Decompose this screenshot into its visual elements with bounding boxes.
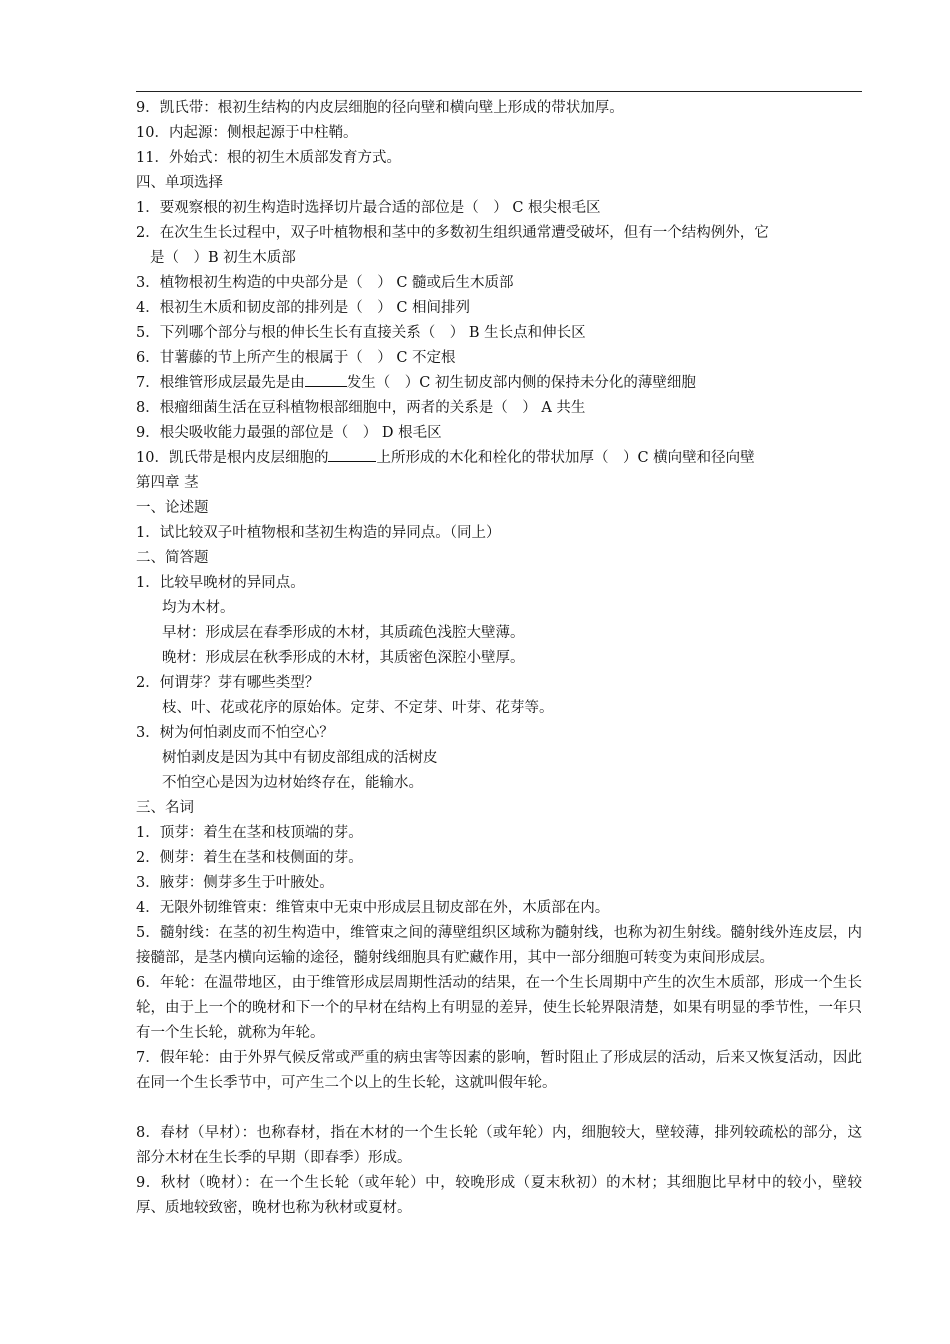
term-definition: 2．侧芽：着生在茎和枝侧面的芽。: [136, 850, 363, 866]
term-definition: 4．无限外韧维管束：维管束中无束中形成层且韧皮部在外，木质部在内。: [136, 900, 610, 916]
question-line: 1．试比较双子叶植物根和茎初生构造的异同点。（同上）: [136, 525, 501, 541]
section-heading-terms: 三、名词: [136, 800, 194, 816]
definition-casparian-strip: 9．凯氏带：根初生结构的内皮层细胞的径向壁和横向壁上形成的带状加厚。: [136, 100, 624, 116]
term-definition: 3．腋芽：侧芽多生于叶腋处。: [136, 875, 334, 891]
question-line: 6．甘薯藤的节上所产生的根属于（ ） C 不定根: [136, 350, 456, 366]
definition-endogenous-origin: 10．内起源：侧根起源于中柱鞘。: [136, 125, 358, 141]
term-definition: 1．顶芽：着生在茎和枝顶端的芽。: [136, 825, 363, 841]
answer-line: 均为木材。: [162, 600, 235, 616]
question-text: 上所形成的木化和栓化的带状加厚（ ）C 横向壁和径向壁: [376, 450, 755, 466]
section-heading-single-choice: 四、单项选择: [136, 175, 223, 191]
fill-blank: [305, 374, 347, 387]
question-line: 8．根瘤细菌生活在豆科植物根部细胞中，两者的关系是（ ） A 共生: [136, 400, 586, 416]
question-line: 3．植物根初生构造的中央部分是（ ） C 髓或后生木质部: [136, 275, 514, 291]
answer-line: 不怕空心是因为边材始终存在，能输水。: [162, 775, 423, 791]
question-text: 10．凯氏带是根内皮层细胞的: [136, 450, 329, 466]
term-definition-paragraph: 7．假年轮：由于外界气候反常或严重的病虫害等因素的影响，暂时阻止了形成层的活动，后来又恢复活动，因此在同一个生长季节中，可产生二个以上的生长轮，这就叫假年轮。: [136, 1050, 862, 1091]
answer-line: 早材：形成层在春季形成的木材，其质疏色浅腔大壁薄。: [162, 625, 525, 641]
question-line: 2．在次生生长过程中，双子叶植物根和茎中的多数初生组织通常遭受破坏，但有一个结构例外，它: [136, 225, 769, 241]
document-page: [136, 96, 862, 1221]
answer-line: 晚材：形成层在秋季形成的木材，其质密色深腔小壁厚。: [162, 650, 525, 666]
question-line: [136, 446, 862, 471]
answer-line: 树怕剥皮是因为其中有韧皮部组成的活树皮: [162, 750, 438, 766]
term-definition-paragraph: 5．髓射线：在茎的初生构造中，维管束之间的薄壁组织区域称为髓射线，也称为初生射线。髓射线外连皮层，内接髓部，是茎内横向运输的途径，髓射线细胞具有贮藏作用，其中一部分细胞可转变为束间形成层。: [136, 925, 862, 966]
question-line: 3．树为何怕剥皮而不怕空心？: [136, 725, 334, 741]
question-line-continuation: 是（ ）B 初生木质部: [150, 250, 296, 266]
fill-blank: [328, 449, 376, 462]
question-line: 2．何谓芽？芽有哪些类型？: [136, 675, 320, 691]
question-line: 1．比较早晚材的异同点。: [136, 575, 305, 591]
term-definition-paragraph: 8．春材（早材）：也称春材，指在木材的一个生长轮（或年轮）内，细胞较大，壁较薄，排列较疏松的部分，这部分木材在生长季的早期（即春季）形成。: [136, 1125, 862, 1166]
term-definition-paragraph: 9．秋材（晚材）：在一个生长轮（或年轮）中，较晚形成（夏末秋初）的木材；其细胞比早材中的较小，壁较厚、质地较致密，晚材也称为秋材或夏材。: [136, 1175, 862, 1216]
term-definition-paragraph: 6．年轮：在温带地区，由于维管形成层周期性活动的结果，在一个生长周期中产生的次生木质部，形成一个生长轮，由于上一个的晚材和下一个的早材在结构上有明显的差异，使生长轮界限清楚，如果有明显的季节性，一年只有一个生长轮，就称为年轮。: [136, 975, 862, 1041]
chapter-heading: 第四章 茎: [136, 475, 199, 491]
answer-line: 枝、叶、花或花序的原始体。定芽、不定芽、叶芽、花芽等。: [162, 700, 554, 716]
question-line: 9．根尖吸收能力最强的部位是（ ） D 根毛区: [136, 425, 442, 441]
definition-exarch: 11．外始式：根的初生木质部发育方式。: [136, 150, 401, 166]
section-heading-short-answer: 二、简答题: [136, 550, 209, 566]
question-line: 4．根初生木质和韧皮部的排列是（ ） C 相间排列: [136, 300, 471, 316]
blank-line: [136, 1096, 862, 1121]
section-heading-essay: 一、论述题: [136, 500, 209, 516]
question-text: 发生（ ）C 初生韧皮部内侧的保持未分化的薄壁细胞: [346, 375, 696, 391]
question-line: 5．下列哪个部分与根的伸长生长有直接关系（ ） B 生长点和伸长区: [136, 325, 586, 341]
question-line: 1．要观察根的初生构造时选择切片最合适的部位是（ ） C 根尖根毛区: [136, 200, 601, 216]
question-line: [136, 371, 862, 396]
header-rule: [136, 91, 862, 92]
question-text: 7．根维管形成层最先是由: [136, 375, 305, 391]
